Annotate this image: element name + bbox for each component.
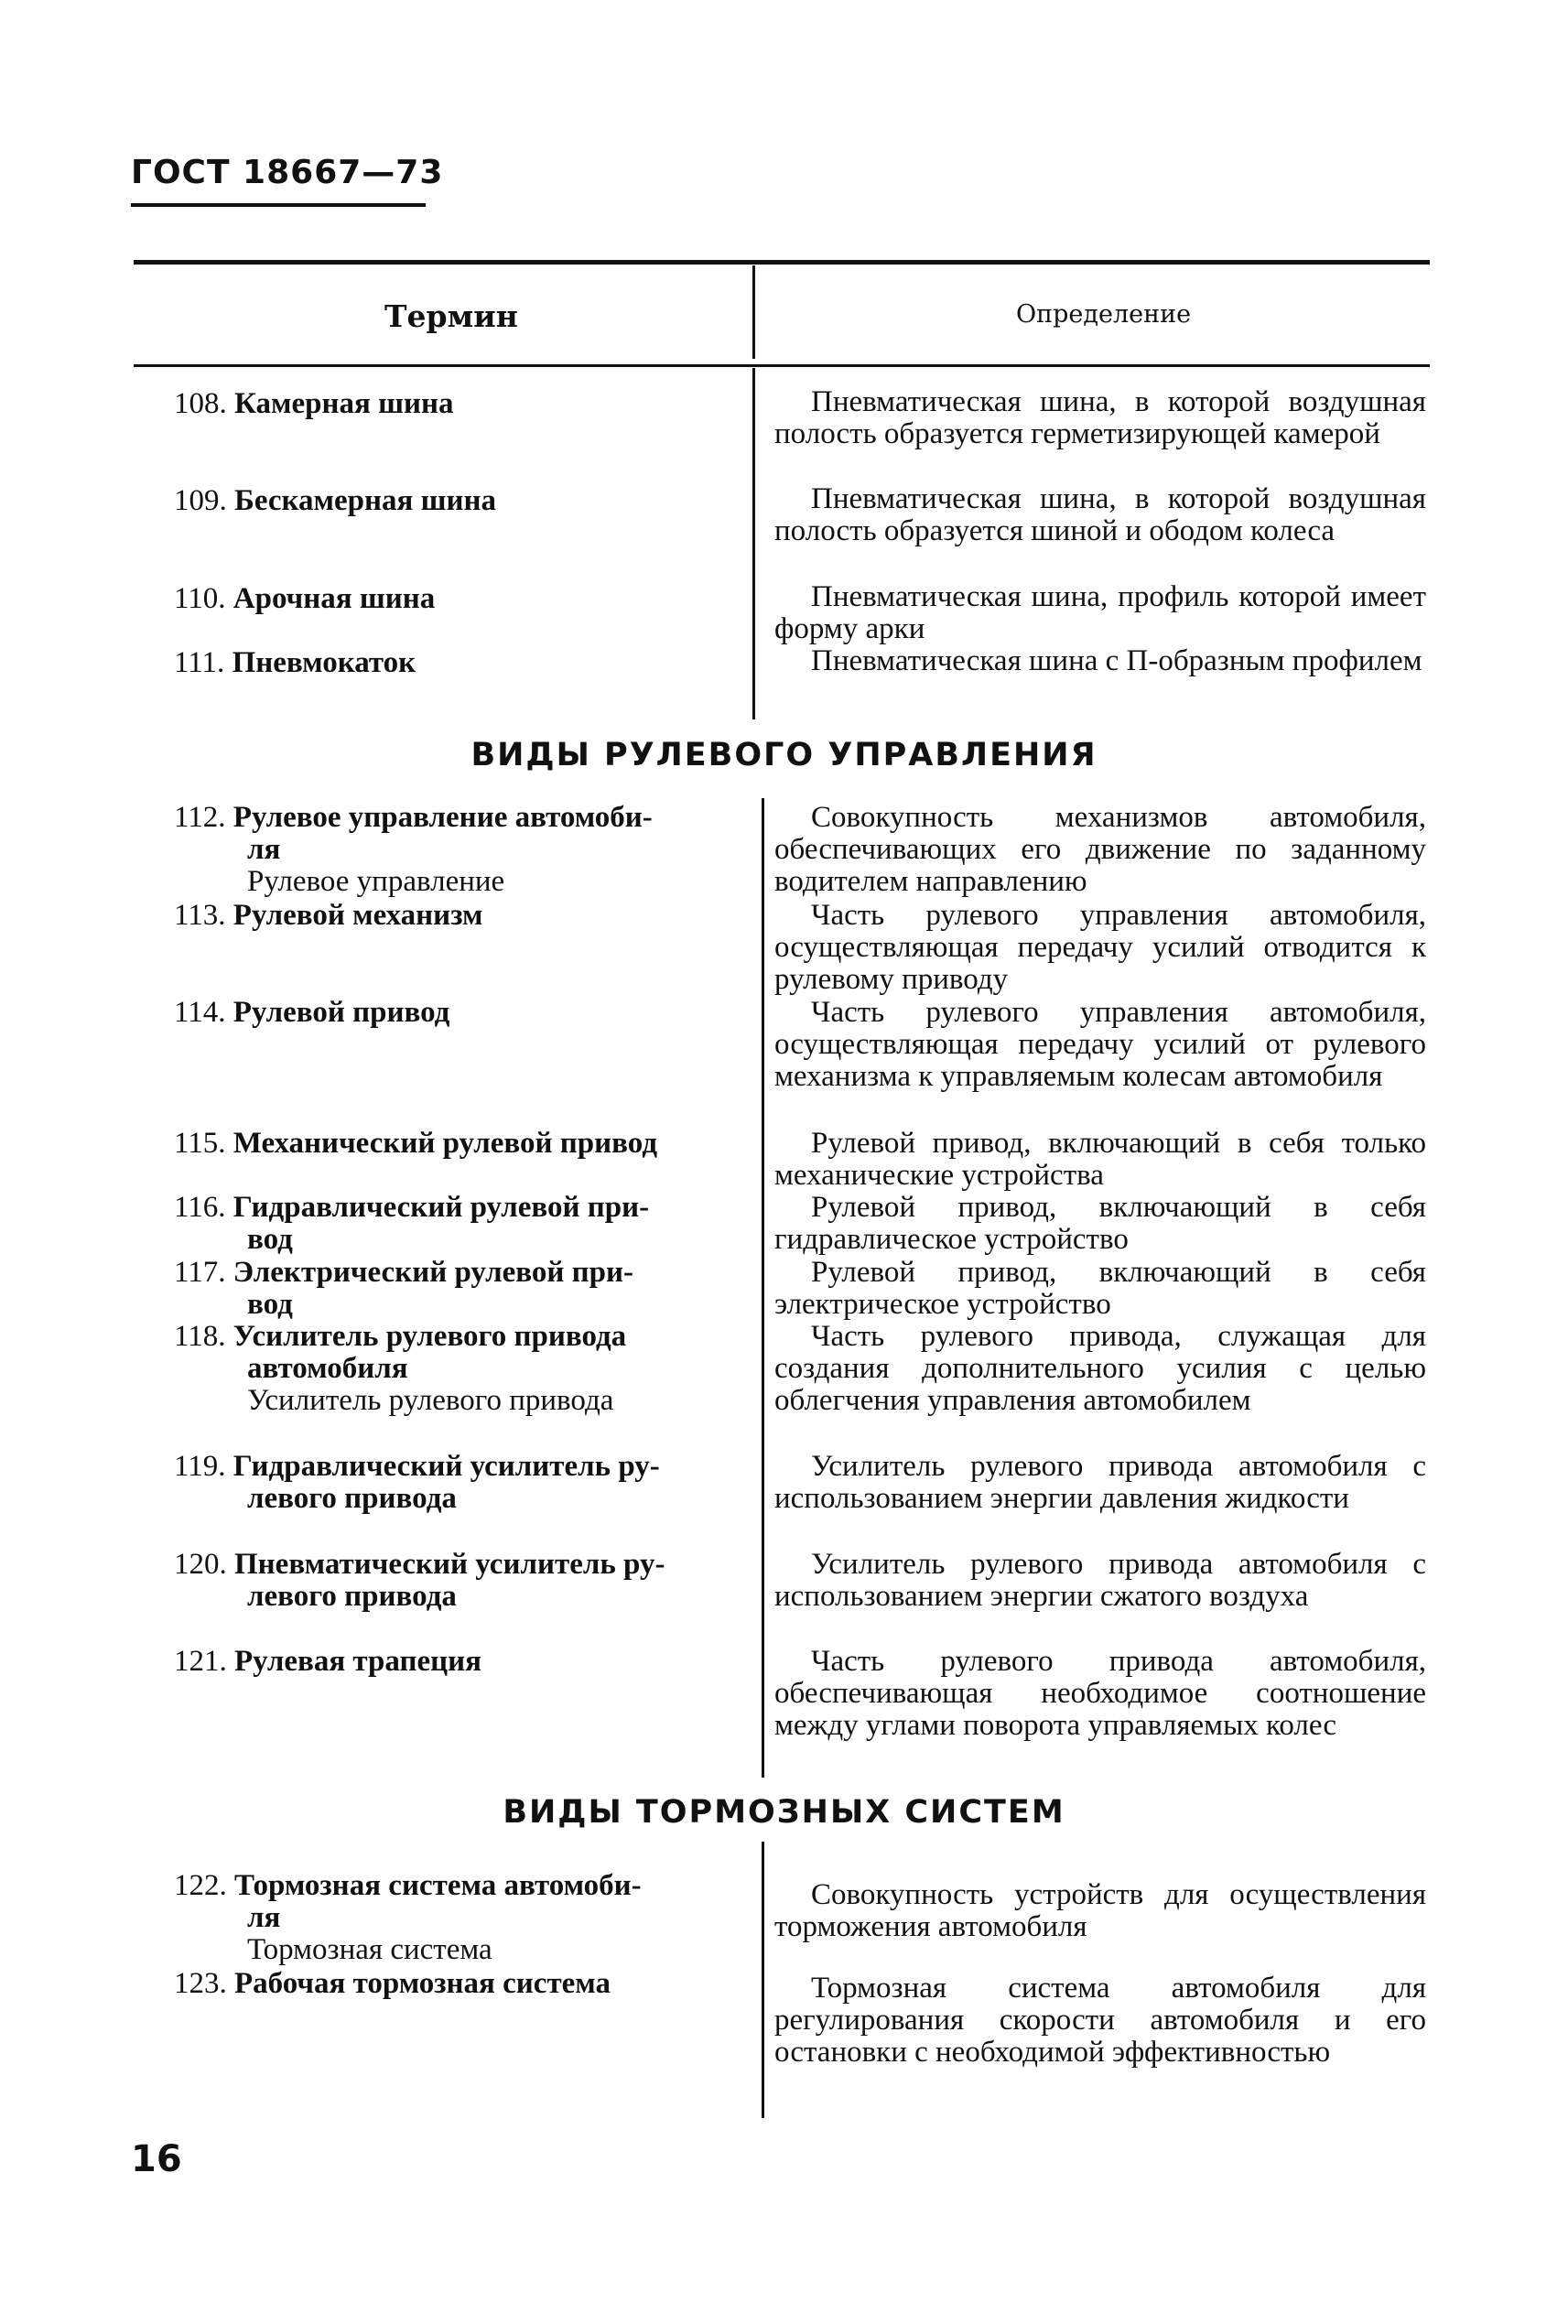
column-divider [752, 368, 755, 719]
definition-body: Часть рулевого привода, служащая для создания дополнительного усилия с целью облегчения управления автомобилем [774, 1320, 1426, 1417]
term-entry [174, 1968, 732, 2000]
document-code: ГОСТ 18667—73 [131, 154, 444, 191]
definition-body: Рулевой привод, включающий в себя только механические устройства [774, 1127, 1426, 1192]
term-name-continued: автомобиля [247, 1352, 408, 1385]
term-entry [174, 900, 732, 932]
page-number: 16 [131, 2138, 182, 2180]
definition-body: Часть рулевого управления автомобиля, осуществляющая передачу усилий от рулевого механизма к управляемым колесам автомобиля [774, 996, 1426, 1093]
definition-body: Совокупность устройств для осуществления торможения автомобиля [774, 1878, 1426, 1943]
term-name-continued: левого привода [247, 1580, 457, 1613]
definition-body: Тормозная система автомобиля для регулирования скорости автомобиля и его остановки с необходимой эффективностью [774, 1972, 1426, 2069]
term-number: 119. [174, 1450, 226, 1483]
term-name: Электрический рулевой при- [232, 1256, 633, 1289]
definition-body: Часть рулевого управления автомобиля, осуществляющая передачу усилий отводится к рулевому приводу [774, 899, 1426, 996]
definition-text [774, 483, 1426, 547]
term-synonym: Тормозная система [247, 1933, 492, 1966]
term-name: Пневмокаток [232, 646, 416, 679]
definition-text [774, 1257, 1426, 1321]
column-header-term: Термин [384, 298, 518, 334]
definition-text [774, 1451, 1426, 1515]
column-divider [762, 798, 764, 1778]
definition-body: Усилитель рулевого привода автомобиля с использованием энергии сжатого воздуха [774, 1548, 1426, 1613]
term-entry [174, 1549, 732, 1613]
term-entry [174, 1321, 732, 1417]
term-name-continued: левого привода [247, 1482, 457, 1515]
definition-text [774, 1321, 1426, 1417]
term-name: Рулевой привод [232, 996, 450, 1029]
term-number: 121. [174, 1645, 227, 1678]
term-name: Гидравлический рулевой при- [232, 1191, 650, 1224]
term-number: 117. [174, 1256, 226, 1289]
definition-body: Пневматическая шина, в которой воздушная полость образуется герметизирующей камерой [774, 385, 1426, 450]
definition-text [774, 997, 1426, 1093]
definition-text [774, 1192, 1426, 1256]
table-head-bottom-rule [134, 364, 1430, 367]
section-heading-brakes: ВИДЫ ТОРМОЗНЫХ СИСТЕМ [503, 1794, 1065, 1831]
term-number: 115. [174, 1127, 226, 1160]
term-synonym: Рулевое управление [247, 865, 505, 898]
definition-text [774, 1128, 1426, 1192]
term-name-continued: вод [247, 1223, 293, 1256]
term-entry [174, 1192, 732, 1256]
term-name: Тормозная система автомоби- [234, 1869, 642, 1902]
definition-body: Пневматическая шина, профиль которой имеет форму арки [774, 580, 1426, 645]
definition-text [774, 1549, 1426, 1613]
column-header-definition: Определение [1016, 300, 1192, 329]
definition-text [774, 386, 1426, 450]
definition-text [774, 802, 1426, 898]
definition-text [774, 900, 1426, 996]
term-number: 118. [174, 1320, 226, 1353]
term-number: 116. [174, 1191, 226, 1224]
term-entry [174, 388, 732, 420]
term-name: Пневматический усилитель ру- [234, 1548, 665, 1581]
term-synonym: Усилитель рулевого привода [247, 1384, 614, 1417]
definition-body: Рулевой привод, включающий в себя электрическое устройство [774, 1256, 1426, 1321]
term-entry [174, 1870, 732, 1966]
term-name: Рабочая тормозная система [234, 1967, 611, 2000]
definition-body: Пневматическая шина с П-образным профилем [811, 644, 1422, 677]
definition-text [774, 1973, 1426, 2069]
table-top-rule [134, 260, 1430, 265]
term-name: Арочная шина [232, 582, 436, 615]
definition-body: Пневматическая шина, в которой воздушная полость образуется шиной и ободом колеса [774, 482, 1426, 547]
term-name: Рулевой механизм [232, 899, 483, 932]
term-name: Камерная шина [234, 387, 454, 420]
term-entry [174, 997, 732, 1029]
term-number: 112. [174, 801, 226, 834]
header-underline [131, 203, 426, 207]
term-number: 109. [174, 484, 227, 517]
column-divider [762, 1842, 764, 2118]
term-entry [174, 1128, 732, 1160]
term-number: 111. [174, 646, 225, 679]
term-number: 120. [174, 1548, 227, 1581]
definition-text [774, 581, 1426, 645]
term-entry [174, 485, 732, 517]
term-number: 123. [174, 1967, 227, 2000]
section-heading-steering: ВИДЫ РУЛЕВОГО УПРАВЛЕНИЯ [470, 737, 1098, 773]
definition-body: Часть рулевого привода автомобиля, обеспечивающая необходимое соотношение между углами поворота управляемых колес [774, 1645, 1426, 1742]
term-entry [174, 583, 732, 615]
term-entry [174, 1257, 732, 1321]
definition-body: Рулевой привод, включающий в себя гидравлическое устройство [774, 1191, 1426, 1256]
definition-text [774, 1879, 1426, 1943]
term-name: Механический рулевой привод [232, 1127, 658, 1160]
term-name: Усилитель рулевого привода [232, 1320, 627, 1353]
term-name-continued: ля [247, 1901, 281, 1934]
term-number: 113. [174, 899, 226, 932]
term-name: Бескамерная шина [234, 484, 497, 517]
definition-body: Совокупность механизмов автомобиля, обеспечивающих его движение по заданному водителем направлению [774, 801, 1426, 898]
term-number: 114. [174, 996, 226, 1029]
term-entry [174, 1451, 732, 1515]
definition-text [774, 645, 1426, 677]
term-name: Гидравлический усилитель ру- [232, 1450, 660, 1483]
term-entry [174, 647, 732, 679]
definition-body: Усилитель рулевого привода автомобиля с использованием энергии давления жидкости [774, 1450, 1426, 1515]
term-number: 110. [174, 582, 226, 615]
definition-text [774, 1646, 1426, 1742]
term-entry [174, 802, 732, 898]
term-number: 122. [174, 1869, 227, 1902]
term-name-continued: вод [247, 1288, 293, 1321]
term-number: 108. [174, 387, 227, 420]
term-name: Рулевая трапеция [234, 1645, 481, 1678]
term-name: Рулевое управление автомоби- [232, 801, 653, 834]
term-name-continued: ля [247, 833, 281, 866]
term-entry [174, 1646, 732, 1678]
